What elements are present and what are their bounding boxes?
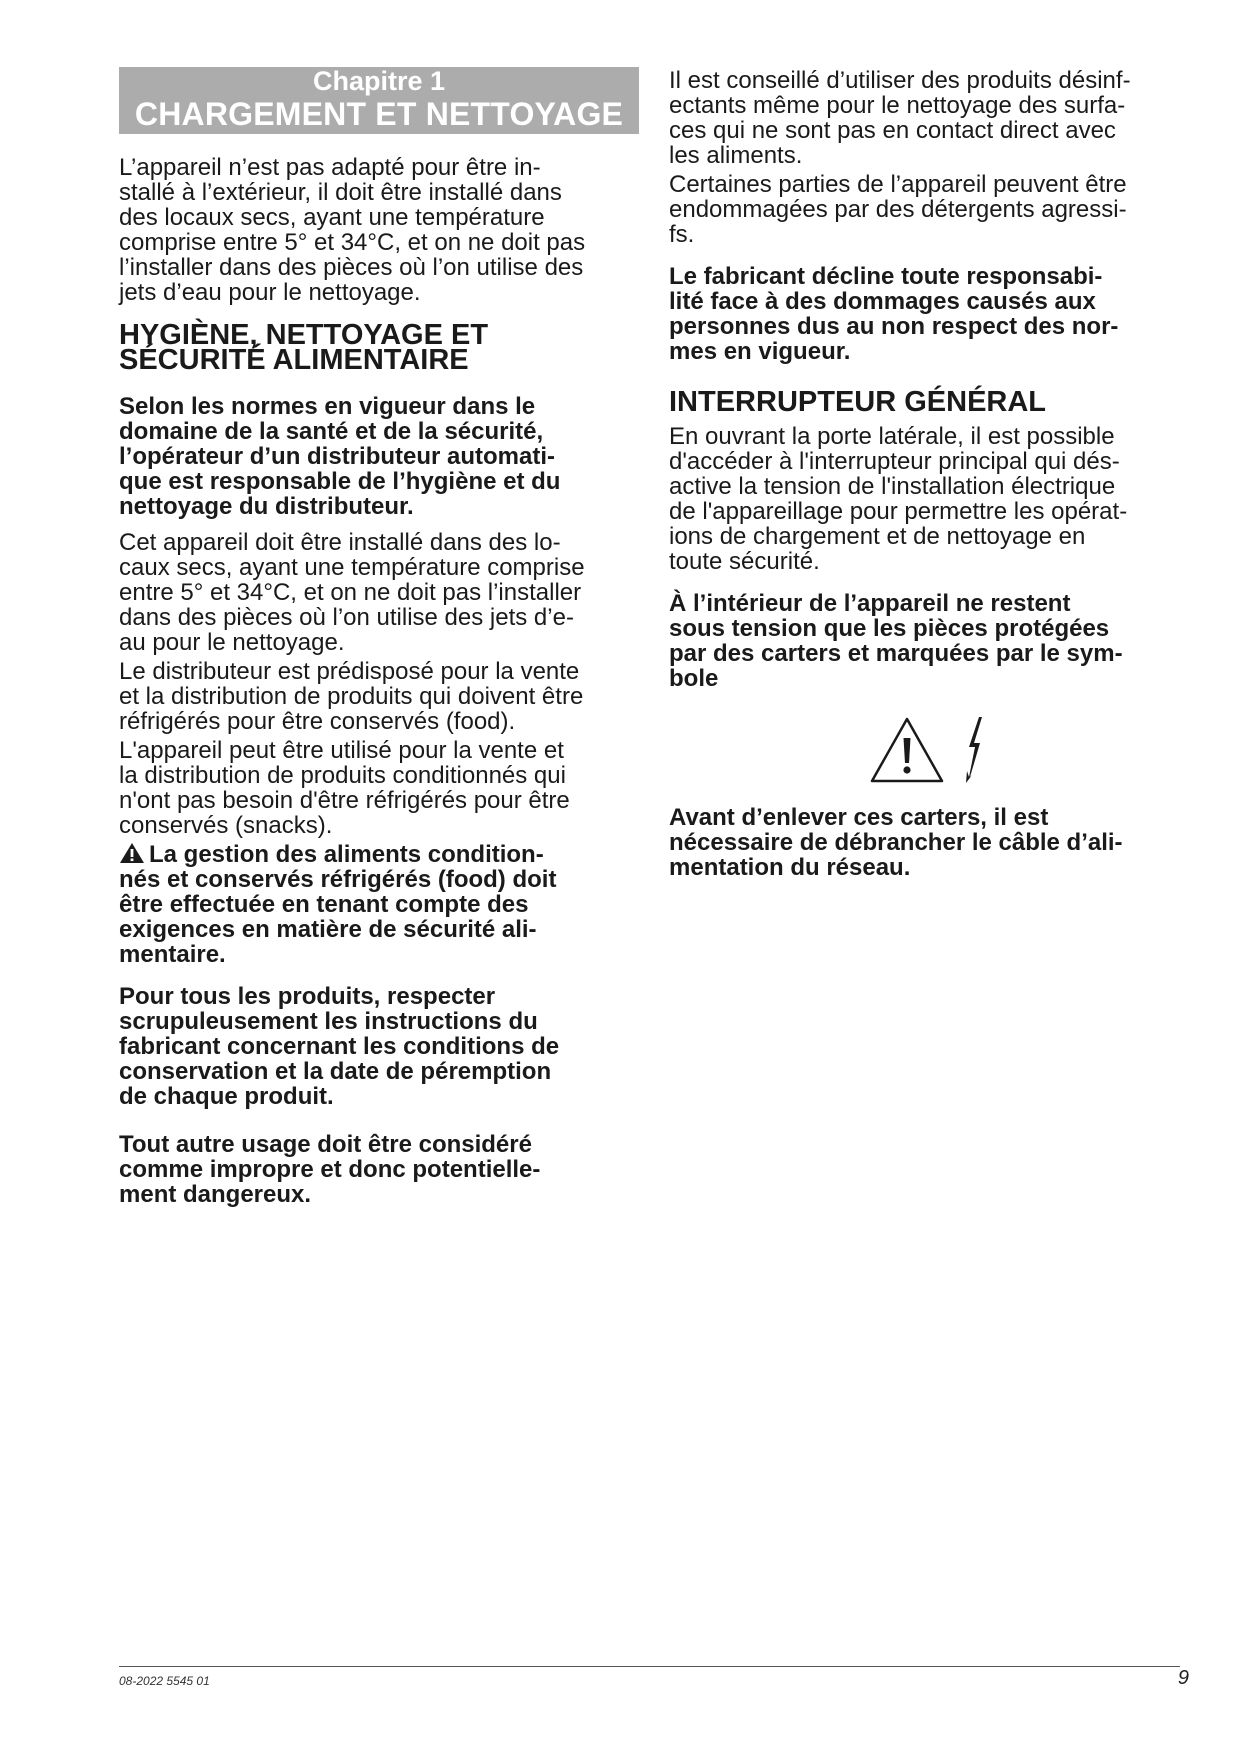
usage-paragraph: Tout autre usage doit être considéré comme impropre et donc potentielle- ment dangereux.	[119, 1131, 541, 1208]
disinfect-paragraph: Il est conseillé d’utiliser des produits désinf- ectants même pour le nettoyage des surfa- ces qui ne sont pas en contact direct avec les aliments.	[669, 67, 1131, 169]
switch-paragraph: En ouvrant la porte latérale, il est possible d'accéder à l'interrupteur principal qui dés- active la tension de l'installation électrique de l'appareillage pour permettre les opérat- ions de chargement et de nettoyage en toute sécurité.	[669, 423, 1128, 575]
warning-triangle-icon	[869, 716, 945, 784]
hygiene-heading: HYGIÈNE, NETTOYAGE ET SÉCURITÉ ALIMENTAIRE	[119, 319, 489, 376]
footer-divider	[119, 1666, 1180, 1667]
right-column	[669, 68, 1199, 880]
products-paragraph: Pour tous les produits, respecter scrupuleusement les instructions du fabricant concernant les conditions de conservation et la date de péremption de chaque produit.	[119, 983, 560, 1110]
hazard-symbols	[655, 715, 1199, 785]
intro-paragraph: L’appareil n’est pas adapté pour être in- stallé à l’extérieur, il doit être installé dans des locaux secs, ayant une température comprise entre 5° et 34°C, et on ne doit pas l’installer dans des pièces où l’on utilise des jets d’eau pour le nettoyage.	[119, 154, 586, 306]
main-switch-heading: INTERRUPTEUR GÉNÉRAL	[669, 386, 1047, 418]
chapter-title: CHARGEMENT ET NETTOYAGE	[134, 96, 624, 132]
install-paragraph: Cet appareil doit être installé dans des lo- caux secs, ayant une température comprise entre 5° et 34°C, et on ne doit pas l’installer dans des pièces où l’on utilise des jets d’e- au pour le nettoyage.	[119, 529, 585, 656]
chapter-header	[119, 67, 639, 134]
document-code: 08-2022 5545 01	[119, 1674, 210, 1688]
snacks-paragraph: L'appareil peut être utilisé pour la vente et la distribution de produits conditionnés qui n'ont pas besoin d'être réfrigérés pour être conservés (snacks).	[119, 737, 570, 839]
live-parts-paragraph: À l’intérieur de l’appareil ne restent sous tension que les pièces protégées par des carters et marquées par le sym- bole	[669, 590, 1123, 692]
page-number: 9	[1177, 1667, 1189, 1689]
warning-triangle-icon	[119, 842, 145, 864]
left-column	[119, 68, 639, 1207]
norms-paragraph: Selon les normes en vigueur dans le domaine de la santé et de la sécurité, l’opérateur d’un distributeur automati- que est responsable de l’hygiène et du nettoyage du distributeur.	[119, 393, 561, 520]
liability-paragraph: Le fabricant décline toute responsabi- lité face à des dommages causés aux personnes dus au non respect des nor- mes en vigueur.	[669, 263, 1119, 365]
chapter-number: Chapitre 1	[312, 66, 446, 96]
food-paragraph: Le distributeur est prédisposé pour la vente et la distribution de produits qui doivent être réfrigérés pour être conservés (food).	[119, 658, 584, 735]
lightning-bolt-icon	[963, 715, 985, 785]
food-safety-warning: La gestion des aliments condition- nés et conservés réfrigérés (food) doit être effectuée en tenant compte des exigences en matière de sécurité ali- mentaire.	[119, 841, 557, 968]
disconnect-paragraph: Avant d’enlever ces carters, il est nécessaire de débrancher le câble d’ali- mentation du réseau.	[669, 804, 1123, 881]
detergent-paragraph: Certaines parties de l’appareil peuvent être endommagées par des détergents agressi- fs.	[669, 171, 1127, 248]
